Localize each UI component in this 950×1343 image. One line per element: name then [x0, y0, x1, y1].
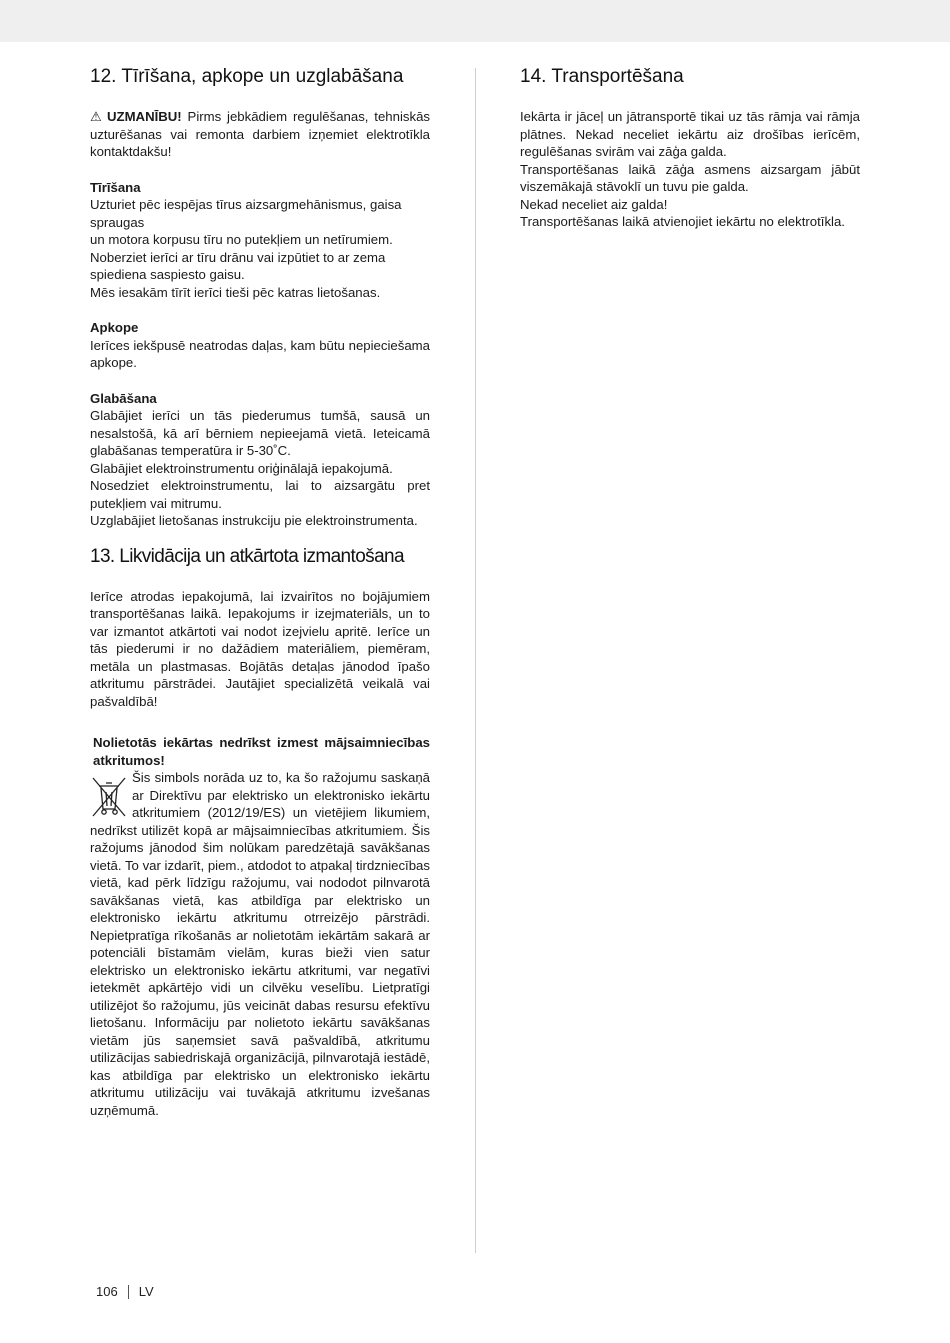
weee-block — [90, 769, 430, 1119]
section-14-title: 14. Transportēšana — [520, 66, 684, 87]
warning-paragraph — [90, 108, 430, 161]
maintenance-heading: Apkope — [90, 320, 139, 335]
cleaning-heading: Tīrīšana — [90, 179, 141, 195]
warning-text: Pirms jebkādiem regulēšanas, tehniskās uzturēšanas vai remonta darbiem izņemiet elektrotīkla kontaktdakšu! — [90, 109, 431, 159]
column-divider — [475, 68, 476, 1253]
language-code: LV — [138, 1284, 154, 1299]
section-13-title: 13. Likvidācija un atkārtota izmantošana — [90, 545, 404, 567]
cleaning-line-3: Mēs iesakām tīrīt ierīci tieši pēc katras lietošanas. — [90, 284, 381, 300]
storage-line-3: Nosedziet elektroinstrumentu, lai to aizsargātu pret putekļiem vai mitrumu. — [90, 478, 430, 511]
storage-line-1: Glabājiet ierīci un tās piederumus tumšā, sausā un nesalstošā, kā arī bērniem nepieejamā vietā. Ieteicamā glabāšanas temperatūra ir 5-30˚C. — [90, 408, 430, 458]
page-number: 106 — [96, 1284, 118, 1299]
disposal-text: Ierīce atrodas iepakojumā, lai izvairītos no bojājumiem transportēšanas laikā. Iepakojums ir izejmateriāls, un to var izmantot atkārtoti vai nodot izejvielu apritē. Ierīce un tās piederumi ir no dažādiem materiāliem, piemēram, metāla un plastmasas. Bojātās detaļas jānodod īpašo atkritumu pārstrādei. Jautājiet specializētā veikalā vai pašvaldībā! — [90, 588, 430, 709]
warning-label: UZMANĪBU! — [106, 109, 182, 124]
right-column — [520, 64, 860, 231]
storage-line-4: Uzglabājiet lietošanas instrukciju pie elektroinstrumenta. — [90, 513, 418, 528]
warning-icon: ⚠ — [90, 109, 104, 124]
cleaning-line-2: un motora korpusu tīru no putekļiem un netīrumiem. Noberziet ierīci ar tīru drānu vai izpūtiet to ar zema spiediena saspiesto gaisu. — [90, 232, 393, 282]
footer-separator — [128, 1285, 129, 1299]
weee-heading: Nolietotās iekārtas nedrīkst izmest mājsaimniecības atkritumos! — [93, 735, 430, 768]
maintenance-text: Ierīces iekšpusē neatrodas daļas, kam būtu nepieciešama apkope. — [90, 337, 430, 370]
transport-line-2: Transportēšanas laikā zāģa asmens aizsargam jābūt viszemākajā stāvoklī un tuvu pie galda. — [520, 161, 860, 194]
transport-line-4: Transportēšanas laikā atvienojiet iekārtu no elektrotīkla. — [520, 214, 845, 229]
storage-line-2: Glabājiet elektroinstrumentu oriģinālajā iepakojumā. — [90, 460, 393, 476]
page-footer — [96, 1283, 154, 1301]
weee-text: Šis simbols norāda uz to, ka šo ražojumu saskaņā ar Direktīvu par elektrisko un elektronisko iekārtu atkritumiem (2012/19/ES) un vietējiem likumiem, nedrīkst utilizēt kopā ar mājsaimniecības atkritumiem. Šis ražojums jānodod šim nolūkam paredzētajā savākšanas vietā. To var izdarīt, piem., atdodot to atpakaļ tirdzniecības vietā, kad pērk līdzīgu ražojumu, vai nododot pilnvarotā savākšanas vietā, kas atbildīga par elektrisko un elektronisko iekārtu atkritumu otrreizējo pārstrādi. Nepietpratīga rīkošanās ar nolietotām iekārtām sakarā ar potenciāli bīstamām vielām, kuras bieži vien satur elektrisko un elektronisko iekārtu atkritumi, var negatīvi ietekmēt apkārtējo vidi un cilvēku veselību. Lietpratīgi utilizējot šo ražojumu, jūs veicināt dabas resursu efektīvu lietošanu. Informāciju par nolietoto iekārtu savākšanas vietām jūs saņemsiet savā pašvaldībā, atkritumu utilizācijas sabiedriskajā organizācijā, pilnvarotajā iestādē, kas atbildīga par elektrisko un elektronisko iekārtu atkritumu utilizāciju vai tuvākajā atkritumu izvešanas uzņēmumā. — [90, 770, 430, 1118]
cleaning-line-1: Uzturiet pēc iespējas tīrus aizsargmehānismus, gaisa spraugas — [90, 197, 402, 230]
transport-line-1: Iekārta ir jāceļ un jātransportē tikai uz tās rāmja vai rāmja plātnes. Nekad neceliet iekārtu aiz drošības ierīcēm, regulēšanas svirām vai zāģa galda. — [520, 109, 860, 159]
transport-line-3: Nekad neceliet aiz galda! — [520, 196, 668, 212]
section-12-title: 12. Tīrīšana, apkope un uzglabāšana — [90, 66, 404, 87]
top-header-band — [0, 0, 950, 42]
left-column — [90, 64, 430, 1119]
crossed-out-wheelie-bin-icon — [90, 775, 128, 819]
storage-heading: Glabāšana — [90, 390, 157, 406]
